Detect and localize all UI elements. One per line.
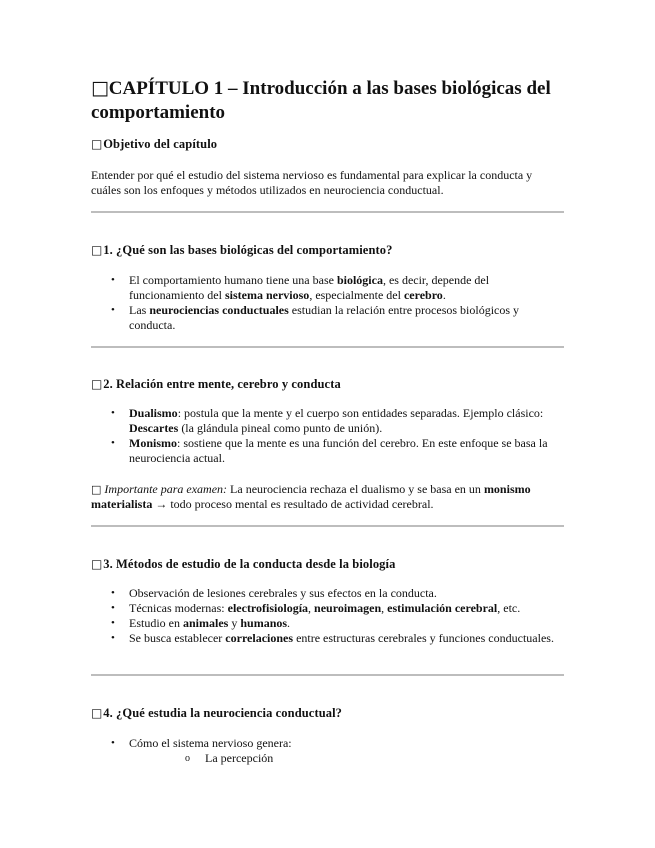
bold-term: biológica bbox=[336, 273, 383, 287]
item-text: Observación de lesiones cerebrales y sus efectos en la conducta. bbox=[129, 586, 437, 600]
bold-term: Dualismo bbox=[129, 406, 178, 420]
bold-term: animales bbox=[183, 616, 229, 630]
sub-list bbox=[167, 751, 565, 766]
link-icon: □ bbox=[91, 377, 103, 391]
bold-term: Monismo bbox=[129, 436, 177, 450]
bullet-icon: • bbox=[111, 632, 115, 644]
bold-term: sistema nervioso bbox=[224, 288, 310, 302]
item-text: y bbox=[228, 616, 241, 630]
chapter-title-text: CAPÍTULO 1 – Introducción a las bases biológicas del comportamiento bbox=[91, 78, 551, 123]
list-item bbox=[91, 631, 565, 646]
divider bbox=[91, 525, 564, 527]
list-item bbox=[91, 436, 565, 466]
bullet-icon: • bbox=[111, 274, 115, 286]
section-3-list bbox=[91, 586, 565, 646]
item-text: : sostiene que la mente es una función del cerebro. En este enfoque se basa la neurociencia actual. bbox=[129, 436, 548, 465]
list-item bbox=[91, 303, 565, 333]
list-item bbox=[91, 616, 565, 631]
list-item bbox=[91, 406, 565, 436]
section-4-list bbox=[91, 736, 565, 766]
item-text: . bbox=[287, 616, 291, 630]
bullet-icon: • bbox=[111, 617, 115, 629]
item-text: entre estructuras cerebrales y funciones conductuales. bbox=[293, 631, 554, 645]
item-text: , bbox=[381, 601, 388, 615]
brain-icon: □ bbox=[91, 706, 103, 720]
exam-note-bold: monismo materialista bbox=[91, 482, 531, 511]
bullet-icon: • bbox=[111, 737, 115, 749]
bullet-icon: • bbox=[111, 407, 115, 419]
pin-icon: □ bbox=[91, 483, 102, 496]
item-text: , bbox=[308, 601, 315, 615]
brain-icon: □ bbox=[91, 243, 103, 257]
list-item bbox=[91, 273, 565, 303]
bullet-icon: • bbox=[111, 587, 115, 599]
sub-list-item bbox=[167, 751, 565, 766]
exam-note-text-after: → todo proceso mental es resultado de actividad cerebral. bbox=[152, 497, 434, 511]
section-2-heading bbox=[91, 376, 565, 392]
bold-term: electrofisiología bbox=[227, 601, 309, 615]
item-text: Se busca establecer bbox=[129, 631, 226, 645]
item-text: . bbox=[442, 288, 446, 302]
bullet-icon: • bbox=[111, 304, 115, 316]
exam-note-label: Importante para examen: bbox=[104, 482, 228, 496]
bold-term: humanos bbox=[240, 616, 288, 630]
section-2-list bbox=[91, 406, 565, 466]
section-1-heading bbox=[91, 242, 565, 258]
item-text: , es decir, depende del funcionamiento del bbox=[129, 273, 490, 302]
bullet-icon: • bbox=[111, 437, 115, 449]
item-text: Las bbox=[129, 303, 150, 317]
bold-term: estimulación cerebral bbox=[387, 601, 498, 615]
section-4-heading bbox=[91, 705, 565, 721]
divider bbox=[91, 211, 564, 213]
item-text: estudian la relación entre procesos biológicos y conducta. bbox=[129, 303, 520, 332]
objective-heading bbox=[91, 136, 565, 152]
section-4-heading-text: 4. ¿Qué estudia la neurociencia conductual? bbox=[103, 706, 343, 720]
item-text: Técnicas modernas: bbox=[129, 601, 228, 615]
divider bbox=[91, 674, 564, 676]
item-text: (la glándula pineal como punto de unión). bbox=[178, 421, 383, 435]
bold-term: neurociencias conductuales bbox=[149, 303, 289, 317]
item-text: : postula que la mente y el cuerpo son entidades separadas. Ejemplo clásico: bbox=[177, 406, 544, 420]
exam-note-text: La neurociencia rechaza el dualismo y se basa en un bbox=[227, 482, 484, 496]
section-1-list bbox=[91, 273, 565, 333]
item-text: , etc. bbox=[497, 601, 521, 615]
list-item bbox=[91, 586, 565, 601]
microscope-icon: □ bbox=[91, 557, 103, 571]
target-icon: □ bbox=[91, 137, 103, 151]
circle-bullet-icon: o bbox=[185, 753, 190, 764]
section-1-heading-text: 1. ¿Qué son las bases biológicas del comportamiento? bbox=[103, 243, 393, 257]
book-icon: □ bbox=[91, 77, 109, 99]
bold-term: correlaciones bbox=[225, 631, 294, 645]
list-item bbox=[91, 601, 565, 616]
section-3-heading-text: 3. Métodos de estudio de la conducta desde la biología bbox=[103, 557, 396, 571]
divider bbox=[91, 346, 564, 348]
bullet-icon: • bbox=[111, 602, 115, 614]
section-2-heading-text: 2. Relación entre mente, cerebro y conducta bbox=[103, 377, 341, 391]
list-item bbox=[91, 736, 565, 766]
bold-term: neuroimagen bbox=[314, 601, 382, 615]
objective-paragraph: Entender por qué el estudio del sistema nervioso es fundamental para explicar la conducta y cuáles son los enfoques y métodos utilizados en neurociencia conductual. bbox=[91, 168, 533, 197]
objective-heading-text: Objetivo del capítulo bbox=[103, 137, 218, 151]
section-3-heading bbox=[91, 556, 565, 572]
item-text: El comportamiento humano tiene una base bbox=[129, 273, 337, 287]
item-text: Cómo el sistema nervioso genera: bbox=[129, 736, 292, 750]
exam-note bbox=[91, 482, 565, 512]
bold-term: cerebro bbox=[403, 288, 443, 302]
item-text: La percepción bbox=[205, 751, 274, 765]
item-text: , especialmente del bbox=[309, 288, 404, 302]
item-text: Estudio en bbox=[129, 616, 183, 630]
chapter-title bbox=[91, 76, 565, 125]
bold-term: Descartes bbox=[129, 421, 179, 435]
